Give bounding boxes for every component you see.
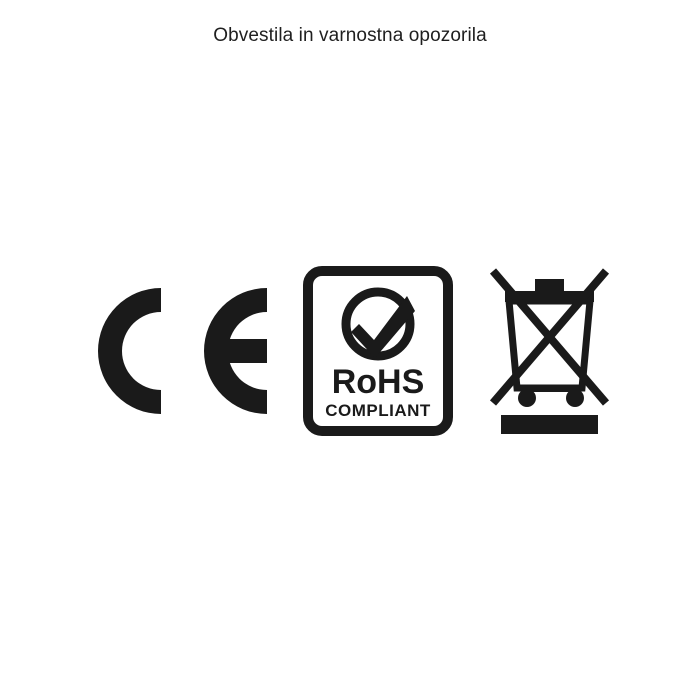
page-title: Obvestila in varnostna opozorila <box>213 25 487 46</box>
ce-marking-icon <box>89 276 269 426</box>
rohs-sublabel: COMPLIANT <box>324 400 431 420</box>
weee-crossed-out-wheelie-bin-icon <box>487 263 612 438</box>
rohs-label: RoHS <box>331 362 424 401</box>
compliance-marks-row <box>0 258 700 443</box>
rohs-compliant-icon <box>303 266 453 436</box>
